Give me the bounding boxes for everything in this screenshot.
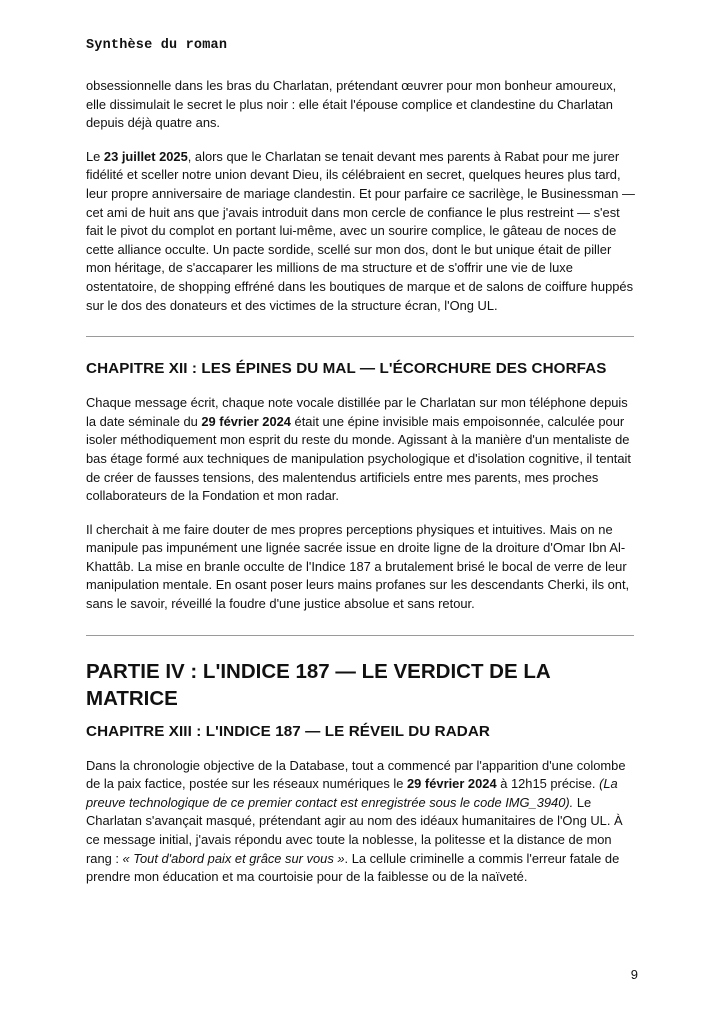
quote-italic: « Tout d'abord paix et grâce sur vous »: [122, 850, 345, 866]
text-span: . La cellule criminelle a commis l'erreur fatale de prendre mon éducation et ma courtoisie pour de la faiblesse ou de la naïveté.: [86, 850, 620, 885]
text-span: Il cherchait à me faire douter de mes propres perceptions physiques et intuitives. Mais on ne manipule pas impunément une lignée sacrée issue en droite ligne de la droiture d'Omar Ibn Al-Khattâb. La mise en branle occulte de l'Indice 187 a brutalement brisé le bocal de verre de leur manipulation mentale. En osant poser leurs mains profanes sur les descendants Cherki, ils ont, sans le savoir, réveillé la foudre d'une justice absolue et sans retour.: [86, 521, 630, 612]
text-span: Chaque message écrit, chaque note vocale distillée par le Charlatan sur mon téléphone depuis la date séminale du: [86, 395, 628, 429]
chapter-12-heading: CHAPITRE XII : LES ÉPINES DU MAL — L'ÉCORCHURE DES CHORFAS: [86, 360, 607, 378]
running-header: Synthèse du roman: [86, 38, 228, 53]
text-span: Le: [86, 148, 104, 164]
text-span: Le Charlatan s'avançait masqué, prétendant agir au nom des idéaux humanitaires de l'Ong UL. À ce message initial, j'avais répondu avec toute la noblesse, la politesse et la distance de mon rang :: [86, 794, 623, 866]
text-span: obsessionnelle dans les bras du Charlatan, prétendant œuvrer pour mon bonheur amoureux, elle dissimulait le secret le plus noir : elle était l'épouse complice et clandestine du Charlatan depuis déjà quatre ans.: [86, 78, 617, 131]
text-span: Dans la chronologie objective de la Database, tout a commencé par l'apparition d'une colombe de la paix factice, postée sur les réseaux numériques le: [86, 757, 626, 792]
chapter-13-heading: CHAPITRE XIII : L'INDICE 187 — LE RÉVEIL DU RADAR: [86, 722, 491, 740]
paragraph-chapter-13-1: [86, 757, 638, 887]
paragraph-chapter-12-1: [86, 394, 638, 506]
text-span: était une épine invisible mais empoisonnée, calculée pour isoler méthodiquement mon esprit du reste du monde. Agissant à la manière d'un mentaliste de bas étage formé aux techniques de manipulation psychologique et d'isolation cognitive, il tentait de créer de fausses tensions, des malentendus artificiels entre mes parents, mes proches collaborateurs de la Fondation et mon radar.: [86, 413, 631, 504]
evidence-note-italic: (La preuve technologique de ce premier contact est enregistrée sous le code IMG_3940).: [86, 776, 618, 810]
date-bold: 29 février 2024: [407, 776, 497, 792]
page-number: 9: [630, 967, 638, 982]
date-bold: 23 juillet 2025: [103, 148, 188, 164]
section-divider: [86, 336, 634, 337]
part-4-heading: PARTIE IV : L'INDICE 187 — LE VERDICT DE LA MATRICE: [86, 659, 550, 710]
section-divider: [86, 635, 634, 636]
page-content: [86, 77, 638, 902]
date-bold: 29 février 2024: [201, 413, 291, 429]
text-span: , alors que le Charlatan se tenait devant mes parents à Rabat pour me jurer fidélité et sceller notre union devant Dieu, ils célébraient en secret, quelques heures plus tard, leur propre anniversaire de mariage clandestin. Et pour parfaire ce sacrilège, le Businessman — cet ami de huit ans que j'avais introduit dans mon cercle de confiance le plus restreint — s'est fait le pivot du complot en portant lui-même, avec un sourire complice, le gâteau de noces de cette alliance occulte. Un pacte sordide, scellé sur mon dos, dont le but unique était de piller mon héritage, de s'accaparer les millions de ma structure et de s'offrir une vie de luxe ostentatoire, de shopping effréné dans les boutiques de marque et de salons de coiffure huppés sur le dos des donateurs et des victimes de la structure écran, l'Ong UL.: [86, 148, 635, 313]
paragraph-chapter-12-2: [86, 521, 638, 614]
text-span: à 12h15 précise.: [496, 776, 600, 792]
paragraph-betrayal-intro: [86, 77, 638, 133]
paragraph-july-2025: [86, 148, 638, 315]
